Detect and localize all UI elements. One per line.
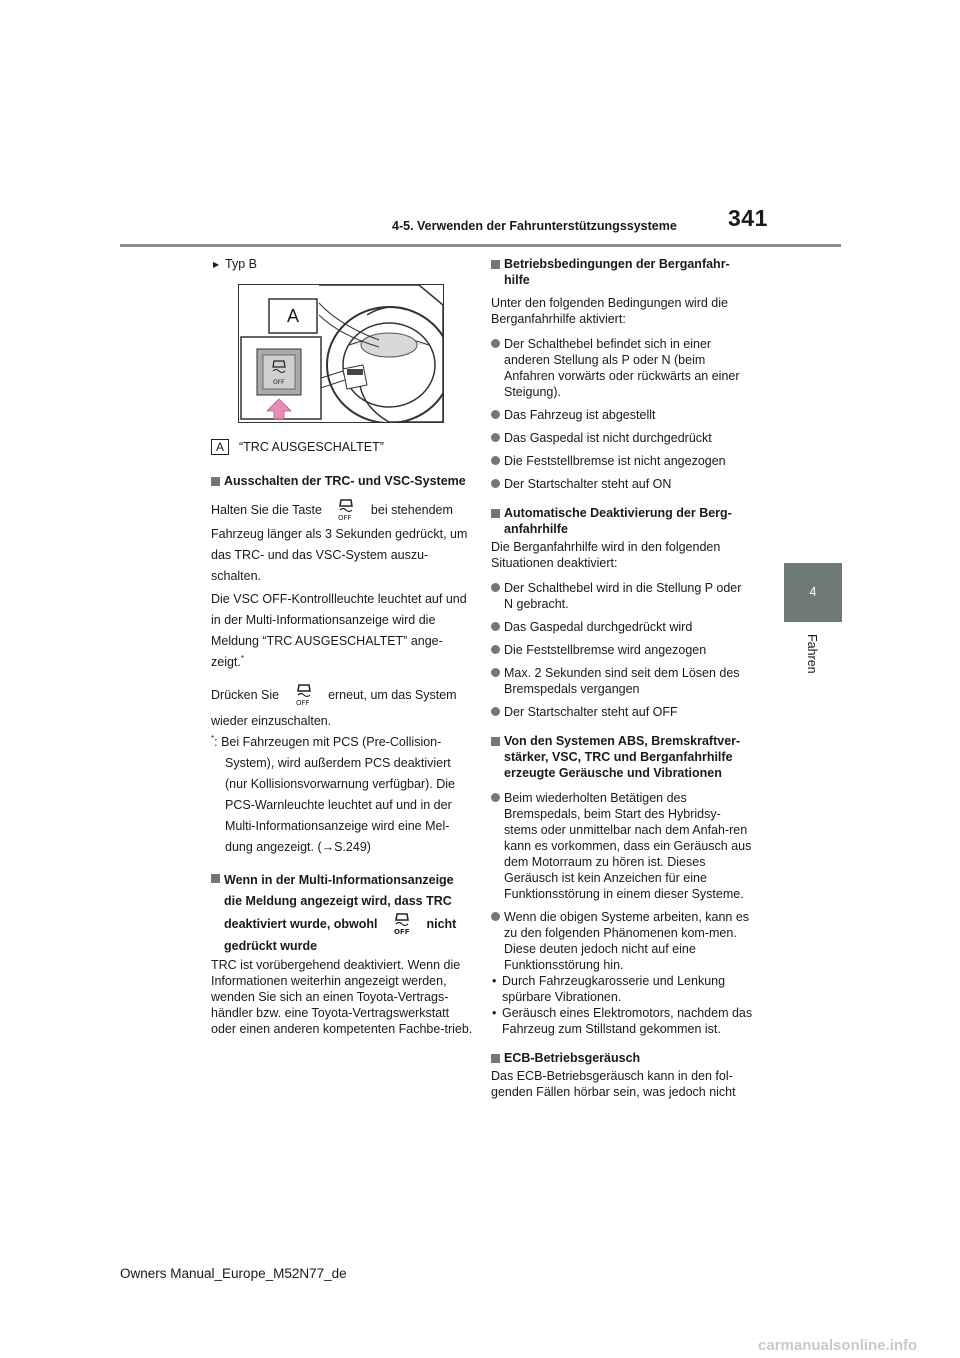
hill-start-deactivation-intro: Die Berganfahrhilfe wird in den folgenden Situationen deaktiviert: <box>491 540 721 570</box>
section-hill-start-conditions: Betriebsbedingungen der Berganfahr-hilfe <box>491 256 753 288</box>
left-column <box>211 256 473 1037</box>
dashboard-illustration <box>238 284 444 423</box>
list-item: Die Feststellbremse ist nicht angezogen <box>491 453 753 469</box>
trc-off-icon-text: OFF <box>338 514 352 522</box>
section-hill-start-deactivation: Automatische Deaktivierung der Berg-anfahrhilfe <box>491 505 753 537</box>
disable-instructions-1 <box>211 498 473 522</box>
list-item: Der Startschalter steht auf ON <box>491 476 753 492</box>
caption-callout-a: A <box>211 439 229 455</box>
footnote <box>211 732 473 858</box>
header-divider <box>120 244 841 247</box>
watermark: carmanualsonline.info <box>758 1337 918 1354</box>
trc-message-title-a: Wenn in der Multi-Informationsanzeige die Meldung angezeigt wird, dass TRC <box>224 873 454 908</box>
chapter-tab: 4 <box>784 563 842 622</box>
hill-start-intro: Unter den folgenden Bedingungen wird die Berganfahrhilfe aktiviert: <box>491 296 728 326</box>
section-disable-trc-vsc: Ausschalten der TRC- und VSC-Systeme <box>211 473 473 489</box>
trc-off-icon-text: OFF <box>295 699 310 707</box>
trc-message-title-c: nicht <box>426 917 457 931</box>
trc-off-icon <box>335 498 357 522</box>
figure-callout-a: A <box>286 306 299 326</box>
manual-id: Owners Manual_Europe_M52N77_de <box>120 1266 347 1281</box>
trc-off-icon <box>391 912 413 936</box>
trc-message-title-b: deaktiviert wurde, obwohl <box>224 917 378 931</box>
page-number: 341 <box>728 205 768 231</box>
list-item: Das Fahrzeug ist abgestellt <box>491 407 753 423</box>
list-item: Beim wiederholten Betätigen des Bremspedals, beim Start des Hybridsy-stems oder unmittelbar nach dem Anfah-ren kann es vorkommen, dass ein Geräusch aus dem Motorraum zu hören ist. Dieses Geräusch ist kein Anzeichen für eine Funktionsstörung in einem dieser Systeme. <box>491 790 753 902</box>
chapter-label-text: Fahren <box>805 634 819 674</box>
list-item: Wenn die obigen Systeme arbeiten, kann es zu den folgenden Phänomenen kom-men. Diese deuten jedoch nicht auf eine Funktionsstörung hin. <box>491 909 753 973</box>
trc-message-title-d: gedrückt wurde <box>224 939 318 953</box>
right-column <box>491 256 753 1100</box>
trc-message-text: TRC ist vorübergehend deaktiviert. Wenn die Informationen weiterhin angezeigt werden, wenden Sie sich an einen Toyota-Vertrags-händler bzw. eine Toyota-Vertragswerkstatt oder einen anderen kompetenten Fachbe-trieb. <box>211 958 473 1036</box>
footnote-text: : Bei Fahrzeugen mit PCS (Pre-Collision-System), wird außerdem PCS deaktiviert (nur Kollisionsvorwarnung verfügbar). Die PCS-Warnleuchte leuchtet auf und in der Multi-Informationsanzeige wird eine Mel-dung angezeigt. (→S.249) <box>214 735 455 854</box>
ecb-noise-text: Das ECB-Betriebsgeräusch kann in den fol-genden Fällen hörbar sein, was jedoch nicht <box>491 1069 736 1099</box>
enable-instructions-2: wieder einzuschalten. <box>211 714 332 728</box>
section-title: 4-5. Verwenden der Fahrunterstützungssysteme <box>392 219 677 233</box>
footnote-mark: * <box>211 733 215 743</box>
section-ecb-noise: ECB-Betriebsgeräusch <box>491 1050 753 1066</box>
list-item: Max. 2 Sekunden sind seit dem Lösen des Bremspedals vergangen <box>491 665 753 697</box>
enable-instructions-1b: erneut, um das System <box>328 688 457 702</box>
enable-instructions-1 <box>211 683 473 707</box>
section-noise-vibration: Von den Systemen ABS, Bremskraftver-stärker, VSC, TRC und Berganfahrhilfe erzeugte Geräusche und Vibrationen <box>491 733 753 781</box>
list-item: Die Feststellbremse wird angezogen <box>491 642 753 658</box>
trc-off-icon <box>293 683 315 707</box>
svg-text:OFF: OFF <box>273 379 285 386</box>
list-item: Der Schalthebel wird in die Stellung P oder N gebracht. <box>491 580 753 612</box>
disable-instructions-3 <box>211 589 473 673</box>
trc-off-icon-text: OFF <box>393 928 410 936</box>
list-item: Das Gaspedal durchgedrückt wird <box>491 619 753 635</box>
sub-list-item: • Geräusch eines Elektromotors, nachdem das Fahrzeug zum Stillstand gekommen ist. <box>491 1005 753 1037</box>
disable-instructions-1a: Halten Sie die Taste <box>211 503 322 517</box>
footnote-marker: * <box>240 653 245 663</box>
caption-text: “TRC AUSGESCHALTET” <box>239 440 384 454</box>
section-trc-message <box>211 870 473 957</box>
disable-instructions-1b: bei stehendem <box>370 503 453 517</box>
chapter-label <box>806 634 820 694</box>
disable-instructions-3-text: Die VSC OFF-Kontrollleuchte leuchtet auf und in der Multi-Informationsanzeige wird die Meldung “TRC AUSGESCHALTET” ange-zeigt. <box>211 592 467 669</box>
enable-instructions-1a: Drücken Sie <box>211 688 280 702</box>
list-item: Der Startschalter steht auf OFF <box>491 704 753 720</box>
sub-list-item: • Durch Fahrzeugkarosserie und Lenkung spürbare Vibrationen. <box>491 973 753 1005</box>
list-item: Der Schalthebel befindet sich in einer anderen Stellung als P oder N (beim Anfahren vorwärts oder rückwärts an einer Steigung). <box>491 336 753 400</box>
list-item: Das Gaspedal ist nicht durchgedrückt <box>491 430 753 446</box>
type-label: ▶ Typ B <box>211 256 473 272</box>
disable-instructions-2: Fahrzeug länger als 3 Sekunden gedrückt, um das TRC- und das VSC-System auszu-schalten. <box>211 527 468 583</box>
figure-caption <box>211 439 473 455</box>
